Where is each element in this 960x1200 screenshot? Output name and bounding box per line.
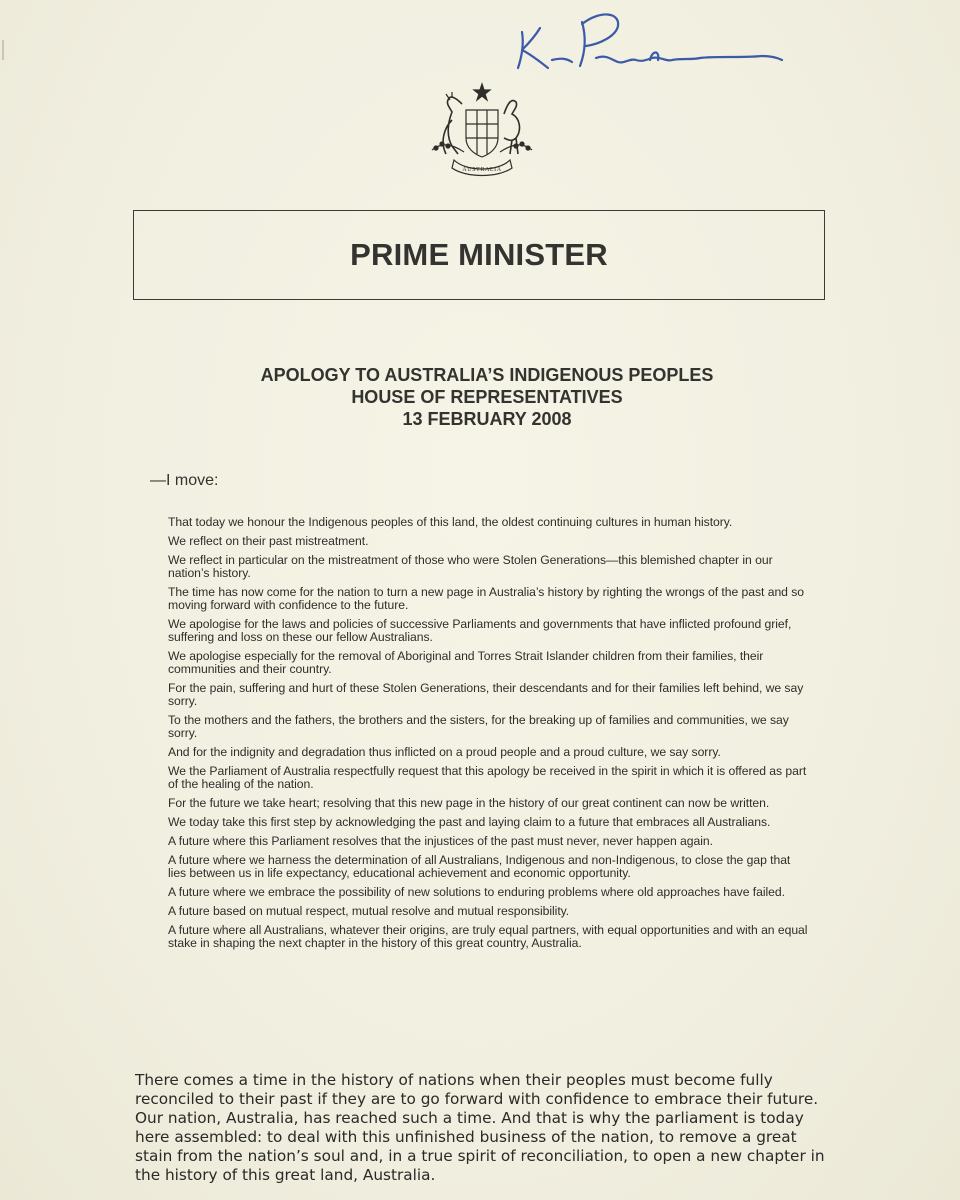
document-heading — [0, 364, 960, 430]
office-title-box — [133, 210, 825, 300]
motion-text — [168, 516, 808, 956]
motion-intro: —I move: — [150, 472, 219, 489]
heading-line-3: 13 FEBRUARY 2008 — [402, 409, 572, 429]
motion-paragraph: We reflect on their past mistreatment. — [168, 534, 369, 548]
motion-paragraph: We today take this first step by acknowledging the past and laying claim to a future that embraces all Australians. — [168, 815, 771, 829]
heading-line-1: APOLOGY TO AUSTRALIA’S INDIGENOUS PEOPLES — [260, 365, 714, 385]
motion-paragraph: We apologise especially for the removal of Aboriginal and Torres Strait Islander children from their families, their communities and their country. — [168, 649, 764, 676]
motion-paragraph: A future based on mutual respect, mutual resolve and mutual responsibility. — [168, 904, 570, 918]
motion-paragraph: We apologise for the laws and policies of successive Parliaments and governments that have inflicted profound grief, suffering and loss on these our fellow Australians. — [168, 617, 792, 644]
motion-paragraph: A future where all Australians, whatever their origins, are truly equal partners, with equal opportunities and with an equal stake in shaping the next chapter in the history of this great country, Australia. — [168, 923, 808, 950]
closing-paragraph: There comes a time in the history of nations when their peoples must become fully reconciled to their past if they are to go forward with confidence to embrace their future. Our nation, Australia, has reached such a time. And that is why the parliament is today here assembled: to deal with this unfinished business of the nation, to remove a great stain from the nation’s soul and, in a true spirit of reconciliation, to open a new chapter in the history of this great land, Australia. — [135, 1071, 825, 1184]
motion-paragraph: For the pain, suffering and hurt of these Stolen Generations, their descendants and for their families left behind, we say sorry. — [168, 681, 804, 708]
motion-paragraph: We reflect in particular on the mistreatment of those who were Stolen Generations—this blemished chapter in our nation’s history. — [168, 553, 773, 580]
handwritten-signature-icon — [500, 2, 800, 82]
office-title: PRIME MINISTER — [350, 237, 608, 272]
motion-paragraph: A future where this Parliament resolves that the injustices of the past must never, never happen again. — [168, 834, 713, 848]
motion-paragraph: That today we honour the Indigenous peoples of this land, the oldest continuing cultures in human history. — [168, 515, 733, 529]
australian-coat-of-arms-icon — [412, 80, 552, 180]
motion-paragraph: A future where we harness the determination of all Australians, Indigenous and non-Indigenous, to close the gap that lies between us in life expectancy, educational achievement and economic opportunity. — [168, 853, 791, 880]
motion-paragraph: For the future we take heart; resolving that this new page in the history of our great continent can now be written. — [168, 796, 770, 810]
motion-paragraph: We the Parliament of Australia respectfully request that this apology be received in the spirit in which it is offered as part of the healing of the nation. — [168, 764, 807, 791]
crest-banner-text: AUSTRALIA — [462, 167, 502, 173]
heading-line-2: HOUSE OF REPRESENTATIVES — [351, 387, 623, 407]
motion-paragraph: And for the indignity and degradation thus inflicted on a proud people and a proud culture, we say sorry. — [168, 745, 721, 759]
motion-paragraph: To the mothers and the fathers, the brothers and the sisters, for the breaking up of families and communities, we say sorry. — [168, 713, 789, 740]
page-edge-mark — [2, 40, 4, 60]
motion-paragraph: The time has now come for the nation to turn a new page in Australia’s history by righting the wrongs of the past and so moving forward with confidence to the future. — [168, 585, 805, 612]
motion-paragraph: A future where we embrace the possibility of new solutions to enduring problems where old approaches have failed. — [168, 885, 785, 899]
